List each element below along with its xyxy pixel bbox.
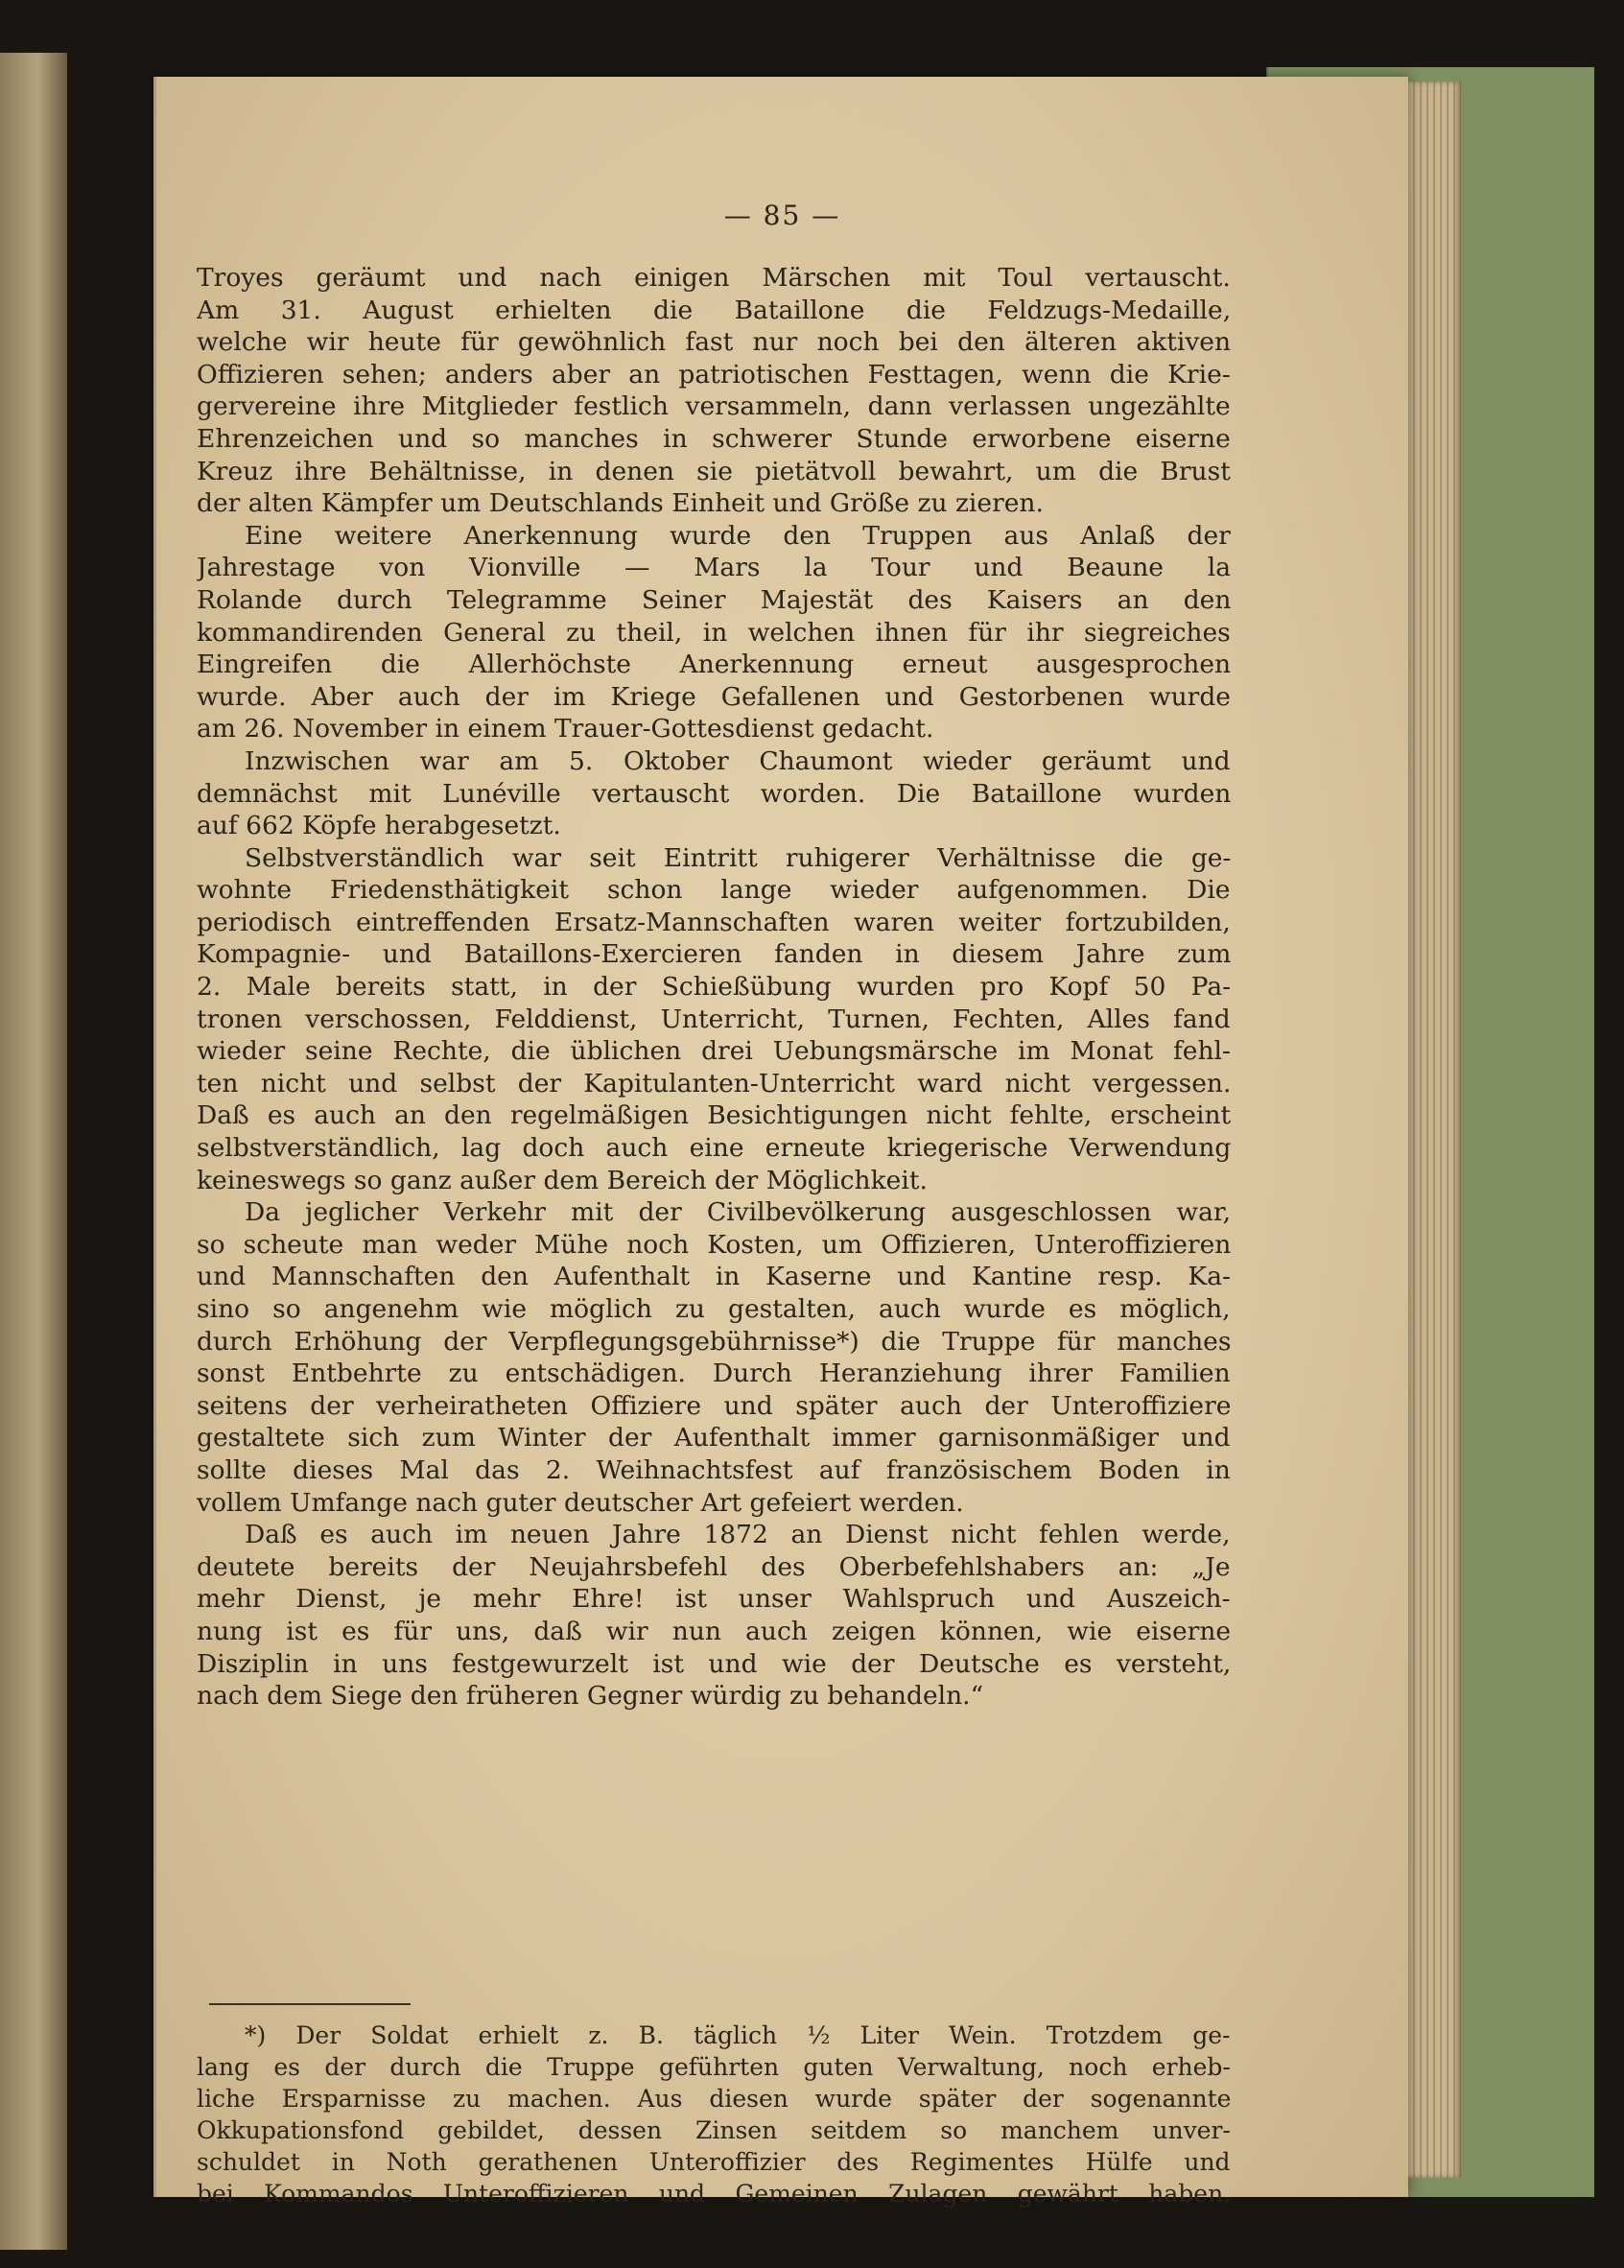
text-line: sollte dieses Mal das 2. Weihnachtsfest auf französischem Boden in [197,1454,1231,1485]
text-line: mehr Dienst, je mehr Ehre! ist unser Wahlspruch und Auszeich- [197,1584,1231,1615]
footnote-rule [209,2003,411,2005]
text-line: gestaltete sich zum Winter der Aufenthalt immer garnisonmäßiger und [197,1423,1231,1453]
paragraph [197,1519,1231,1713]
text-line: 2. Male bereits statt, in der Schießübung wurden pro Kopf 50 Pa- [197,972,1231,1003]
paragraph [197,1196,1231,1519]
text-line: sino so angenehm wie möglich zu gestalten, auch wurde es möglich, [197,1294,1231,1324]
text-line: periodisch eintreffenden Ersatz-Mannschaften waren weiter fortzubilden, [197,907,1231,937]
book-page [153,77,1408,2208]
text-line: Inzwischen war am 5. Oktober Chaumont wieder geräumt und [245,745,1231,776]
text-line: seitens der verheiratheten Offiziere und später auch der Unteroffiziere [197,1390,1231,1421]
text-line: deutete bereits der Neujahrsbefehl des Oberbefehlshabers an: „Je [197,1551,1231,1582]
text-line: selbstverständlich, lag doch auch eine erneute kriegerische Verwendung [197,1133,1231,1164]
footnote-line: *) Der Soldat erhielt z. B. täglich ½ Liter Wein. Trotzdem ge- [245,2021,1231,2049]
text-line: welche wir heute für gewöhnlich fast nur noch bei den älteren aktiven [197,327,1231,358]
text-line: so scheute man weder Mühe noch Kosten, um Offizieren, Unteroffizieren [197,1229,1231,1260]
text-line: nung ist es für uns, daß wir nun auch zeigen können, wie eiserne [197,1616,1231,1646]
text-line: auf 662 Köpfe herabgesetzt. [197,811,561,841]
text-line: Jahrestage von Vionville — Mars la Tour und Beaune la [197,553,1231,583]
text-line: nach dem Siege den früheren Gegner würdig zu behandeln.“ [197,1681,984,1712]
text-line: Offizieren sehen; anders aber an patriotischen Festtagen, wenn die Krie- [197,359,1231,390]
text-line: Da jeglicher Verkehr mit der Civilbevölkerung ausgeschlossen war, [245,1197,1231,1228]
text-line: wohnte Friedensthätigkeit schon lange wieder aufgenommen. Die [197,875,1231,906]
text-line: wurde. Aber auch der im Kriege Gefallenen und Gestorbenen wurde [197,681,1231,712]
text-line: Kreuz ihre Behältnisse, in denen sie pietätvoll bewahrt, um die Brust [197,456,1231,486]
text-line: Disziplin in uns festgewurzelt ist und wie der Deutsche es versteht, [197,1648,1231,1679]
text-line: ten nicht und selbst der Kapitulanten-Unterricht ward nicht vergessen. [197,1068,1231,1099]
footnote-line: lang es der durch die Truppe geführten guten Verwaltung, noch erheb- [197,2053,1231,2081]
text-line: und Mannschaften den Aufenthalt in Kaserne und Kantine resp. Ka- [197,1262,1231,1292]
text-line: Eine weitere Anerkennung wurde den Truppen aus Anlaß der [245,520,1231,551]
text-line: gervereine ihre Mitglieder festlich versammeln, dann verlassen ungezählte [197,391,1231,422]
footnote-line: Okkupationsfond gebildet, dessen Zinsen seitdem so manchem unver- [197,2116,1231,2144]
text-line: keineswegs so ganz außer dem Bereich der Möglichkeit. [197,1165,928,1195]
text-line: Rolande durch Telegramme Seiner Majestät des Kaisers an den [197,584,1231,615]
paragraph [197,520,1231,745]
paragraph [197,262,1231,520]
text-line: der alten Kämpfer um Deutschlands Einheit und Größe zu zieren. [197,488,1044,519]
left-page-edge [0,53,67,2250]
text-line: am 26. November in einem Trauer-Gottesdienst gedacht. [197,714,934,744]
text-line: Selbstverständlich war seit Eintritt ruhigerer Verhältnisse die ge- [245,842,1231,873]
text-line: sonst Entbehrte zu entschädigen. Durch Heranziehung ihrer Familien [197,1358,1231,1389]
footnote-line: bei Kommandos Unteroffizieren und Gemeinen Zulagen gewährt haben. [197,2180,1231,2208]
text-line: durch Erhöhung der Verpflegungsgebührnisse*) die Truppe für manches [197,1326,1231,1357]
paragraph [197,842,1231,1197]
text-line: Eingreifen die Allerhöchste Anerkennung erneut ausgesprochen [197,650,1231,680]
text-line: kommandirenden General zu theil, in welchen ihnen für ihr siegreiches [197,617,1231,648]
paragraph [197,745,1231,842]
text-line: wieder seine Rechte, die üblichen drei Uebungsmärsche im Monat fehl- [197,1036,1231,1067]
text-line: Daß es auch im neuen Jahre 1872 an Dienst nicht fehlen werde, [245,1520,1231,1550]
footnote [197,2020,1231,2209]
footnote-line: schuldet in Noth gerathenen Unteroffizier des Regimentes Hülfe und [197,2148,1231,2176]
text-line: Am 31. August erhielten die Bataillone die Feldzugs-Medaille, [197,295,1231,325]
text-line: Ehrenzeichen und so manches in schwerer Stunde erworbene eiserne [197,423,1231,454]
text-line: Kompagnie- und Bataillons-Exercieren fanden in diesem Jahre zum [197,939,1231,970]
text-line: vollem Umfange nach guter deutscher Art gefeiert werden. [197,1487,964,1518]
page-number: — 85 — [723,200,841,231]
text-line: demnächst mit Lunéville vertauscht worden. Die Bataillone wurden [197,778,1231,809]
text-line: Troyes geräumt und nach einigen Märschen mit Toul vertauscht. [197,263,1231,293]
text-line: Daß es auch an den regelmäßigen Besichtigungen nicht fehlte, erscheint [197,1100,1231,1131]
main-text [197,262,1231,1713]
text-line: tronen verschossen, Felddienst, Unterricht, Turnen, Fechten, Alles fand [197,1004,1231,1034]
footnote-line: liche Ersparnisse zu machen. Aus diesen wurde später der sogenannte [197,2085,1231,2113]
